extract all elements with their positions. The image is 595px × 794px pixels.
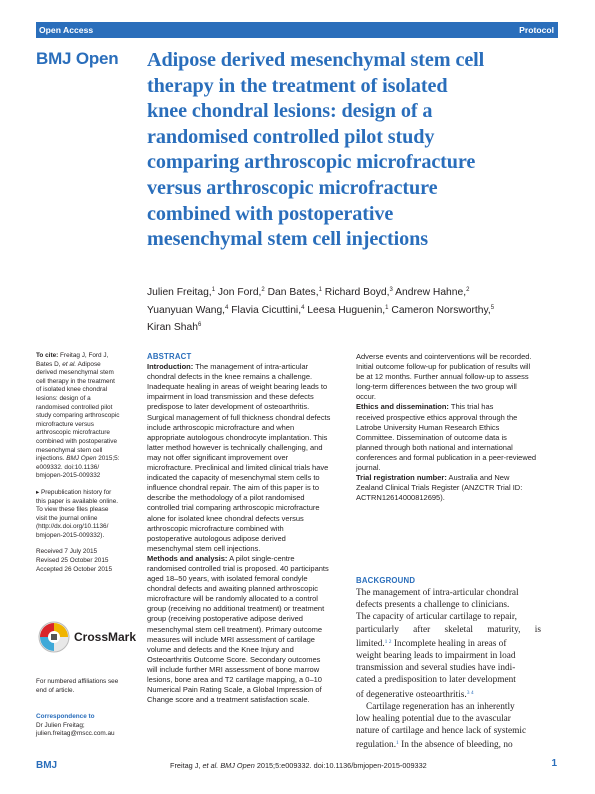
title-line: randomised controlled pilot study: [147, 125, 435, 148]
abstract-line: Inadequate healing in areas of weight bearing leads to: [147, 382, 328, 392]
methods-label: Methods and analysis:: [147, 553, 228, 563]
abstract-line: Australia and New: [448, 473, 510, 483]
title-line: versus arthroscopic microfracture: [147, 176, 438, 199]
abstract-line: received prospective ethics approval through the: [356, 412, 518, 422]
title-line: knee chondral lesions: design of a: [147, 100, 433, 123]
affiliation-ref: 6: [197, 322, 202, 329]
abstract-line: predispose to later development of osteoarthritis.: [147, 402, 310, 412]
intro-label: Introduction:: [147, 362, 194, 372]
revised-date: Revised 25 October 2015: [36, 557, 109, 565]
abstract-line: aged 18–50 years, with isolated femoral condyle: [147, 574, 308, 584]
author-name: Andrew Hahne,: [395, 287, 467, 298]
background-paragraph: [356, 587, 559, 752]
affiliation-ref: 1: [318, 287, 322, 293]
crossmark-label: CrossMark: [74, 630, 137, 644]
body-line: regulation.: [356, 740, 397, 751]
abstract-line: measures will include MRI assessment of cartilage: [147, 634, 315, 644]
affiliation-ref: 1: [211, 287, 216, 293]
abstract-line: group (receiving postoperative adipose derived: [147, 614, 303, 624]
abstract-line: may not offer significant improvement over: [147, 452, 289, 462]
abstract-line: indicated the capacity of mesenchymal stem cells to: [147, 473, 320, 483]
cite-text: combined with postoperative: [36, 437, 117, 445]
author-name: Jon Ford,: [217, 287, 262, 298]
abstract-line: be at 12 months. Further annual follow-up to assess: [356, 372, 529, 382]
body-line: particularly after skeletal maturity, is: [356, 624, 541, 635]
author-list: [147, 283, 547, 336]
footer-text: Freitag J,: [170, 761, 201, 770]
abstract-line: lesions, bone area and T2 cartilage mapping, a 0–10: [147, 675, 322, 684]
cite-text: Freitag J, Ford J,: [60, 352, 109, 359]
prepub-link[interactable]: bmjopen-2015-009332).: [36, 531, 105, 539]
body-line: cated a predisposition to later development: [356, 675, 516, 686]
article-type-label: Protocol: [519, 24, 554, 35]
open-access-label: Open Access: [39, 24, 94, 35]
footer-citation: [170, 761, 427, 770]
correspondence-label: Correspondence to: [36, 713, 95, 720]
accepted-date: Accepted 26 October 2015: [36, 565, 113, 573]
cite-text: 2015;5:: [98, 455, 120, 463]
abstract-line: Committee. Dissemination of outcome data is: [356, 432, 507, 442]
cite-text: bmjopen-2015-009332: [36, 472, 101, 480]
affil-text: end of article.: [36, 686, 75, 694]
ethics-label: Ethics and dissemination:: [356, 402, 449, 412]
abstract-line: postoperative autologous adipose derived: [147, 533, 286, 543]
cite-text: Bates D,: [36, 360, 61, 368]
abstract-line: Surgical management of full thickness chondral defects: [147, 412, 331, 422]
abstract-line: mesenchymal stem cell injections.: [147, 543, 261, 553]
body-line: The capacity of articular cartilage to repair,: [356, 612, 517, 623]
abstract-line: arthroscopic microfracture combined with: [147, 523, 284, 533]
cite-text: derived mesenchymal stem: [36, 369, 114, 377]
footer-text: et al.: [202, 761, 219, 770]
crossmark-badge[interactable]: [36, 619, 136, 655]
affiliation-ref: 1: [385, 304, 389, 311]
cite-text: Adipose: [77, 360, 101, 368]
body-line: of degenerative osteoarthritis.: [356, 689, 467, 700]
author-name: Kiran Shah: [147, 322, 198, 334]
body-line: Incomplete healing in areas of: [393, 638, 507, 649]
affiliation-ref: 2: [261, 287, 265, 293]
abstract-line: controlled trial comparing arthroscopic microfracture: [147, 503, 320, 513]
title-line: mesenchymal stem cell injections: [147, 228, 429, 251]
affiliations-note: [36, 678, 136, 695]
background-heading: BACKGROUND: [356, 576, 416, 585]
footer-text: 2015;5:e009332. doi:10.1136/bmjopen-2015-009332: [256, 761, 427, 770]
abstract-line: This trial has: [450, 402, 494, 412]
abstract-line: microfracture. Preclinical and limited clinical trials have: [147, 463, 329, 473]
cite-text: e009332. doi:10.1136/: [36, 463, 100, 471]
author-name: Richard Boyd,: [324, 287, 390, 298]
abstract-line: include arthroscopic microfracture and when: [147, 422, 295, 432]
prepub-text: visit the journal online: [36, 514, 98, 522]
author-name: Julien Freitag,: [147, 287, 212, 298]
abstract-line: occur.: [356, 392, 377, 402]
body-line: limited.: [356, 638, 385, 649]
page-number: 1: [551, 758, 557, 769]
body-line: defects presents a challenge to clinicians.: [356, 600, 510, 611]
abstract-line: will include further MRI assessment of bone marrow: [147, 664, 320, 674]
author-name: Leesa Huguenin,: [307, 304, 386, 316]
body-line: In the absence of bleeding, no: [401, 740, 513, 751]
body-line: transmission and several studies have indi-: [356, 663, 516, 674]
footer-text: BMJ Open: [220, 761, 255, 770]
cite-text: study comparing arthroscopic: [36, 412, 120, 420]
abstract-line: Initial outcome follow-up for publication of results will: [356, 362, 531, 372]
cite-text: injections.: [36, 455, 65, 463]
reference-link[interactable]: 1 2: [384, 638, 392, 645]
prepub-text: ▸ Prepublication history for: [36, 488, 112, 496]
abstract-line: Adverse events and cointerventions will be recorded.: [356, 352, 532, 361]
correspondence: [36, 713, 136, 739]
abstract-line: planned through both national and international: [356, 442, 513, 452]
author-name: Yuanyuan Wang,: [147, 304, 226, 316]
author-name: Cameron Norsworthy,: [391, 304, 491, 316]
abstract-line: Numerical Pain Rating Scale, a Global Impression of: [147, 685, 322, 695]
abstract-line: appropriate autologous chondrocyte implantation. This: [147, 432, 328, 442]
correspondence-email[interactable]: julien.freitag@mscc.com.au: [36, 730, 115, 738]
affiliation-ref: 3: [389, 287, 393, 293]
abstract-line: long-term differences between the two group will: [356, 382, 517, 392]
bmj-footer-logo: BMJ: [36, 760, 58, 771]
reference-link[interactable]: 3 4: [466, 689, 474, 696]
abstract-line: impairment in load transmission and these defects: [147, 392, 314, 402]
journal-logo: BMJ Open: [36, 49, 119, 68]
abstract-line: ACTRN12614000812695).: [356, 493, 445, 503]
correspondence-name: Dr Julien Freitag;: [36, 721, 85, 729]
author-name: Flavia Cicuttini,: [231, 304, 302, 316]
reference-link[interactable]: 1: [396, 740, 399, 747]
abstract-line: chondral defects in the knee remains a challenge.: [147, 372, 313, 382]
cite-text: mesenchymal stem cell: [36, 446, 103, 454]
body-line: weight bearing leads to impairment in load: [356, 651, 516, 662]
cite-text: microfracture versus: [36, 420, 94, 428]
title-line: Adipose derived mesenchymal stem cell: [147, 49, 485, 71]
title-line: combined with postoperative: [147, 202, 394, 225]
abstract-line: A pilot single-centre: [229, 553, 295, 563]
prepub-link[interactable]: (http://dx.doi.org/10.1136/: [36, 523, 109, 531]
abstract-line: microfracture will be randomly allocated to a control: [147, 594, 318, 604]
abstract-line: volume and defects and the Knee Injury and: [147, 644, 294, 654]
abstract-line: influence chondral repair. The aim of this paper is to: [147, 483, 320, 493]
abstract-line: alone for isolated knee chondral defects versus: [147, 513, 304, 523]
abstract-line: Zealand Clinical Trials Register (ANZCTR Trial ID:: [356, 483, 523, 493]
received-date: Received 7 July 2015: [36, 548, 98, 556]
abstract-line: Latrobe University Human Research Ethics: [356, 422, 500, 432]
cite-label: To cite:: [36, 352, 59, 359]
body-line: The management of intra-articular chondral: [356, 588, 519, 598]
abstract-heading: ABSTRACT: [147, 352, 192, 361]
abstract-line: group (receiving no additional treatment) or treatment: [147, 604, 325, 614]
affiliation-ref: 4: [225, 304, 229, 311]
background-section: [356, 576, 559, 752]
cite-text: lesions: design of a: [36, 394, 91, 402]
abstract-col1: [147, 352, 350, 705]
abstract-line: conferences and formal publication in a peer-reviewed: [356, 452, 537, 462]
cite-text: et al.: [62, 360, 77, 368]
body-line: low healing potential due to the avascular: [356, 714, 511, 725]
abstract-line: journal.: [356, 463, 381, 473]
abstract-line: randomised controlled trial is proposed. 40 participants: [147, 563, 329, 573]
cite-text: randomised controlled pilot: [36, 403, 113, 411]
prepub-text: To view these files please: [36, 506, 109, 514]
header-bar: [36, 22, 558, 38]
abstract-line: Change score and a treatment satisfaction scale.: [147, 695, 310, 705]
abstract-line: The management of intra-articular: [195, 362, 309, 372]
affiliation-ref: 4: [301, 304, 305, 311]
affiliation-ref: 5: [490, 304, 495, 311]
title-line: comparing arthroscopic microfracture: [147, 151, 476, 174]
cite-text: BMJ Open: [66, 455, 97, 463]
trial-label: Trial registration number:: [356, 473, 447, 483]
abstract-line: describe the methodology of a pilot randomised: [147, 493, 305, 503]
affiliation-ref: 2: [466, 287, 470, 293]
cite-text: cell therapy in the treatment: [36, 377, 115, 385]
title-line: therapy in the treatment of isolated: [147, 74, 448, 97]
body-line: nature of cartilage and hence lack of systemic: [356, 726, 527, 737]
abstract-col2: [356, 352, 559, 503]
prepub-text: this paper is available online.: [36, 497, 119, 505]
abstract-line: mesenchymal stem cell treatment). Primary outcome: [147, 624, 323, 634]
cite-text: of isolated knee chondral: [36, 386, 108, 394]
abstract-line: latter method however is technically challenging, and: [147, 442, 323, 452]
affil-text: For numbered affiliations see: [36, 678, 119, 685]
author-name: Dan Bates,: [267, 287, 319, 298]
cite-text: arthroscopic microfracture: [36, 429, 110, 437]
sidebar-info: [36, 352, 136, 574]
article-title: [147, 48, 562, 253]
body-line: Cartilage regeneration has an inherently: [366, 701, 515, 712]
abstract-line: Osteoarthritis Outcome Score. Secondary outcomes: [147, 654, 321, 664]
abstract-line: chondral defects and awaiting planned arthroscopic: [147, 584, 318, 594]
